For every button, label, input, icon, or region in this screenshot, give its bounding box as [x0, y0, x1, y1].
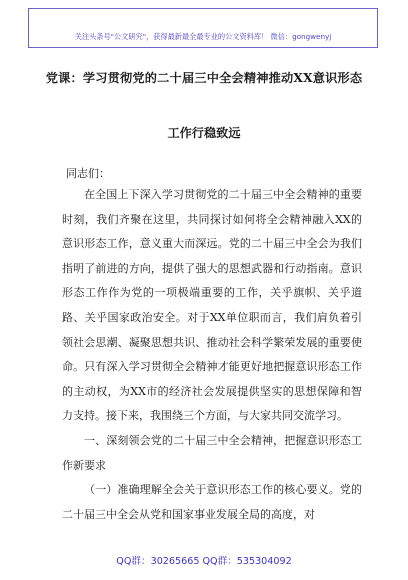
body-paragraph: （一）准确理解全会关于意识形态工作的核心要义。党的二十届三中全会从党和国家事业发展全局的高度，对 — [62, 483, 362, 521]
document-title-line-1: 党课：学习贯彻党的二十届三中全会精神推动XX意识形态 — [45, 71, 363, 85]
header-box — [28, 8, 378, 48]
salutation: 同志们： — [66, 167, 110, 180]
footer-qq-groups: QQ群：30265665 QQ群：535304092 — [116, 556, 292, 567]
document-title-line-2: 工作行稳致远 — [167, 126, 241, 140]
header-notice: 关注头条号"公文研究"，获得最新最全最专业的公文资料库！ 微信：gongwenyj — [74, 32, 332, 41]
document-body — [62, 183, 362, 527]
section-heading: 一、深刻领会党的二十届三中全会精神，把握意识形态工作新要求 — [62, 433, 362, 472]
body-paragraph: 在全国上下深入学习贯彻党的二十届三中全会精神的重要时刻，我们齐聚在这里，共同探讨如何将全会精神融入XX的意识形态工作，意义重大而深远。党的二十届三中全会为我们指明了前进的方向，提供了强大的思想武器和行动指南。意识形态工作作为党的一项极端重要的工作，关乎旗帜、关乎道路、关乎国家政治安全。对于XX单位职而言，我们肩负着引领社会思潮、凝聚思想共识、推动社会科学繁荣发展的重要使命。只有深入学习贯彻全会精神才能更好地把握意识形态工作的主动权，为XX市的经济社会发展提供坚实的思想保障和智力支持。接下来，我围绕三个方面，与大家共同交流学习。 — [62, 188, 362, 423]
